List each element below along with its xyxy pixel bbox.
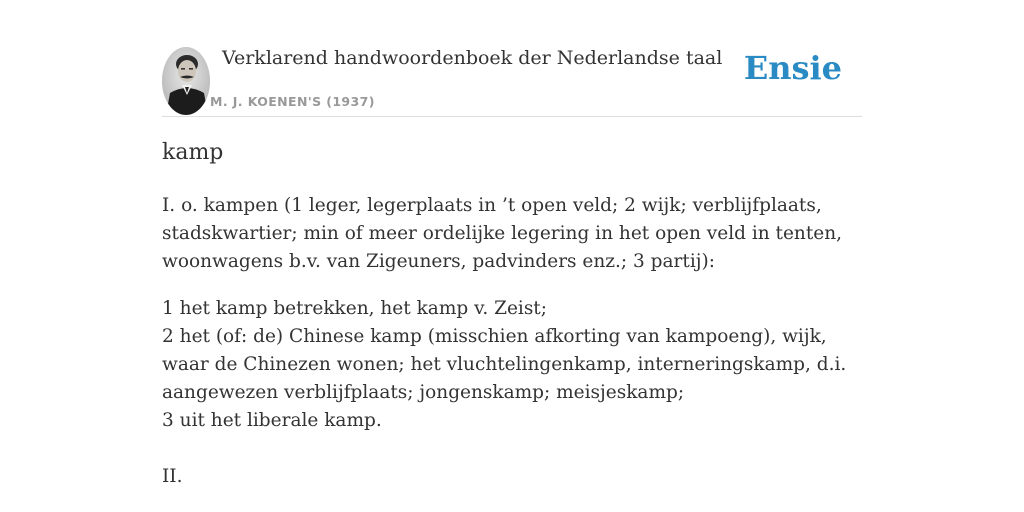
dictionary-source-subtitle: M. J. KOENEN'S (1937) xyxy=(210,94,375,109)
dictionary-title-link[interactable]: Verklarend handwoordenboek der Nederlandse taal xyxy=(222,47,723,69)
entry-part-two-label: II. xyxy=(162,466,183,487)
entry-examples xyxy=(162,295,862,435)
entry-definition: I. o. kampen (1 leger, legerplaats in ’t open veld; 2 wijk; verblijfplaats, stadskwartier; min of meer ordelijke legering in het open veld in tenten, woonwagens b.v. van Zigeuners, padvinders enz.; 3 partij): xyxy=(162,195,843,272)
author-portrait-icon xyxy=(162,47,210,115)
site-header xyxy=(162,40,862,117)
example-line: 3 uit het liberale kamp. xyxy=(162,410,382,431)
entry-body xyxy=(162,192,862,491)
ensie-logo-link[interactable]: Ensie xyxy=(743,49,842,87)
entry-headword: kamp xyxy=(162,140,224,165)
example-line: 1 het kamp betrekken, het kamp v. Zeist; xyxy=(162,298,547,319)
example-line: 2 het (of: de) Chinese kamp (misschien afkorting van kampoeng), wijk, waar de Chinezen wonen; het vluchtelingenkamp, interneringskamp, d.i. aangewezen verblijfplaats; jongenskamp; meisjeskamp; xyxy=(162,326,847,403)
